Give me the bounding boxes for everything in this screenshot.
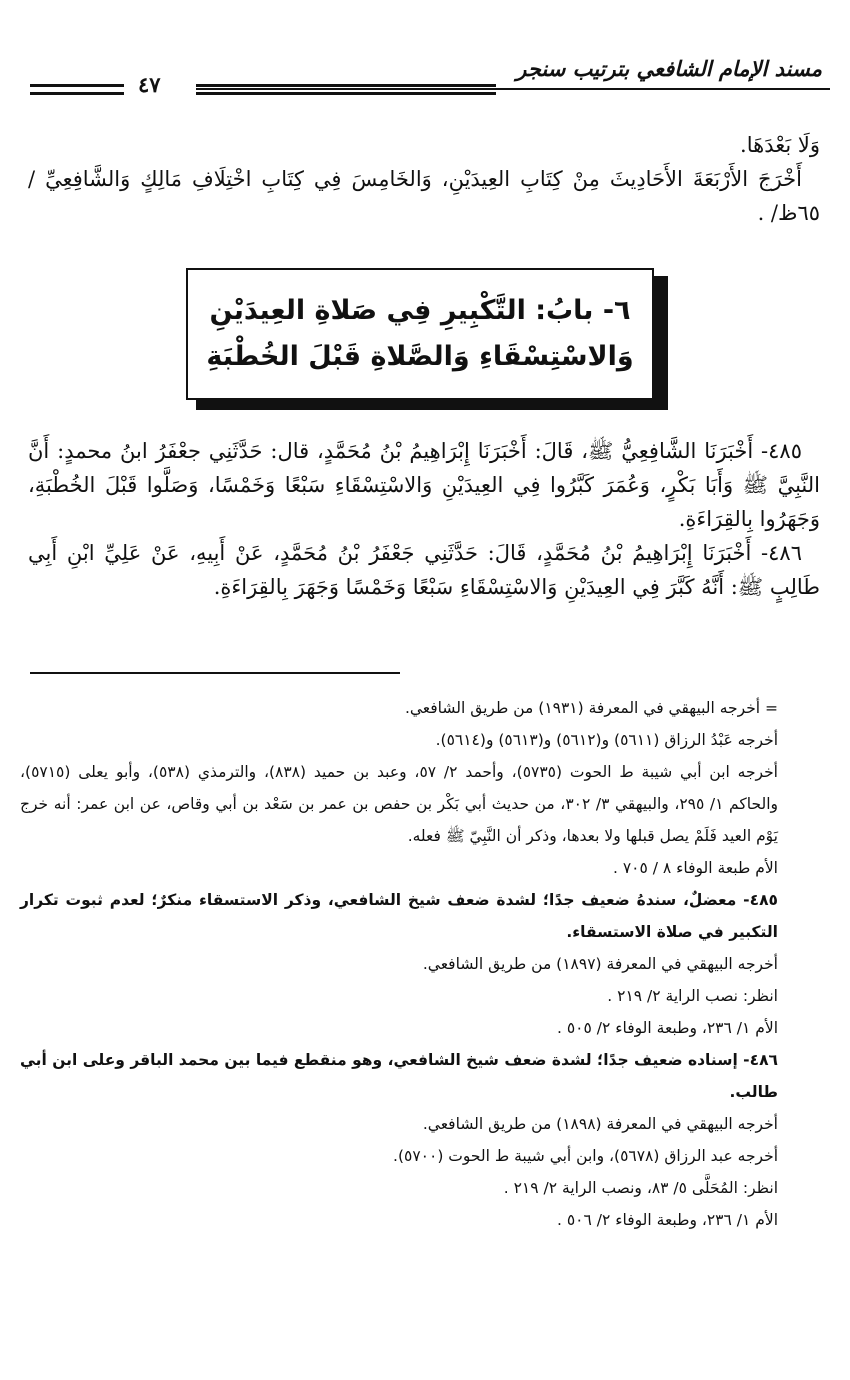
header-rule-right-top (196, 84, 496, 87)
hadith-block (28, 434, 820, 604)
intro-line-2: أَخْرَجَ الأَرْبَعَةَ الأَحَادِيثَ مِنْ كِتَابِ العِيدَيْنِ، وَالخَامِسَ فِي كِتَابِ اخْتِلَافِ مَالِكٍ وَالشَّافِعِيِّ / ٦٥ظ/ . (28, 167, 820, 225)
footnote-line: أخرجه البيهقي في المعرفة (١٨٩٨) من طريق الشافعي. (422, 1115, 778, 1133)
footnote-commentary-486: ٤٨٦- إسناده ضعيف جدًا؛ لشدة ضعف شيخ الشافعي، وهو منقطع فيما بين محمد الباقر وعلى ابن أبي طالب. (20, 1051, 778, 1101)
footnote-line: أخرجه البيهقي في المعرفة (١٨٩٧) من طريق الشافعي. (422, 955, 778, 973)
running-title: مسند الإمام الشافعي بترتيب سنجر (516, 56, 822, 81)
footnote-line: أخرجه عَبْدُ الرزاق (٥٦١١) و(٥٦١٢) و(٥٦١٣) و(٥٦١٤). (435, 731, 778, 749)
header-rule-left-top (30, 84, 124, 87)
footnote-line: الأم طبعة الوفاء ٨ / ٧٠٥ . (612, 859, 778, 877)
chapter-title-line-2: وَالاسْتِسْقَاءِ وَالصَّلاةِ قَبْلَ الخُطْبَةِ (206, 341, 634, 372)
chapter-title-line-1: ٦- بابُ: التَّكْبِيرِ فِي صَلاةِ العِيدَيْنِ (209, 295, 631, 326)
header-rule-left-bottom (30, 92, 124, 95)
footnotes (20, 692, 778, 1236)
header-rule-title-underline (196, 88, 830, 90)
footnote-line: انظر: نصب الراية ٢/ ٢١٩ . (607, 987, 778, 1005)
hadith-486: ٤٨٦- أَخْبَرَنَا إِبْرَاهِيمُ بْنُ مُحَمَّدٍ، قَالَ: حَدَّثَنِي جَعْفَرُ بْنُ مُحَمَّدٍ، عَنْ أَبِيهِ، عَنْ عَلِيِّ ابْنِ أَبِي طَالِبٍ ﷺ: أَنَّهُ كَبَّرَ فِي العِيدَيْنِ وَالاسْتِسْقَاءِ سَبْعًا وَخَمْسًا وَجَهَرَ بِالقِرَاءَةِ. (28, 541, 820, 599)
intro-block (28, 128, 820, 230)
footnote-line: انظر: المُحَلَّى ٥/ ٨٣، ونصب الراية ٢/ ٢١٩ . (503, 1179, 778, 1197)
header-rule-right-bottom (196, 92, 496, 95)
chapter-heading-box (186, 268, 654, 400)
hadith-485: ٤٨٥- أَخْبَرَنَا الشَّافِعِيُّ ﷺ، قَالَ: أَخْبَرَنَا إِبْرَاهِيمُ بْنُ مُحَمَّدٍ، قال: حَدَّثَنِي جعْفَرُ ابنُ محمدٍ: أَنَّ النَّبِيَّ ﷺ وَأَبَا بَكْرٍ، وَعُمَرَ كَبَّرُوا فِي العِيدَيْنِ وَالاسْتِسْقَاءِ سَبْعًا وَخَمْسًا، وَصَلَّوا قَبْلَ الخُطْبَةِ، وَجَهَرُوا بِالقِرَاءَةِ. (28, 439, 820, 531)
footnote-line: أخرجه ابن أبي شيبة ط الحوت (٥٧٣٥)، وأحمد ٢/ ٥٧، وعبد بن حميد (٨٣٨)، والترمذي (٥٣٨)، وأبو يعلى (٥٧١٥)، والحاكم ١/ ٢٩٥، والبيهقي ٣/ ٣٠٢، من حديث أبي بَكْر بن حفص بن عمر بن سَعْد بن أبي وقاص، عن ابن عمر: أنه خرج يَوْم العيد فَلَمْ يصل قبلها ولا بعدها، وذكر أن النَّبِيّ ﷺ فعله. (20, 763, 778, 845)
footnote-divider (30, 672, 400, 674)
footnote-line: = أخرجه البيهقي في المعرفة (١٩٣١) من طريق الشافعي. (404, 699, 778, 717)
page-number: ٤٧ (138, 72, 161, 97)
footnote-line: الأم ١/ ٢٣٦، وطبعة الوفاء ٢/ ٥٠٥ . (557, 1019, 778, 1037)
footnote-line: أخرجه عبد الرزاق (٥٦٧٨)، وابن أبي شيبة ط الحوت (٥٧٠٠). (393, 1147, 778, 1165)
footnote-commentary-485: ٤٨٥- معضلٌ، سندهُ ضعيف جدًا؛ لشدة ضعف شيخ الشافعي، وذكر الاستسقاء منكرٌ؛ لعدم ثبوت تكرار التكبير في صلاة الاستسقاء. (20, 891, 778, 941)
intro-line-1: وَلَا بَعْدَهَا. (740, 133, 820, 157)
footnote-line: الأم ١/ ٢٣٦، وطبعة الوفاء ٢/ ٥٠٦ . (557, 1211, 778, 1229)
